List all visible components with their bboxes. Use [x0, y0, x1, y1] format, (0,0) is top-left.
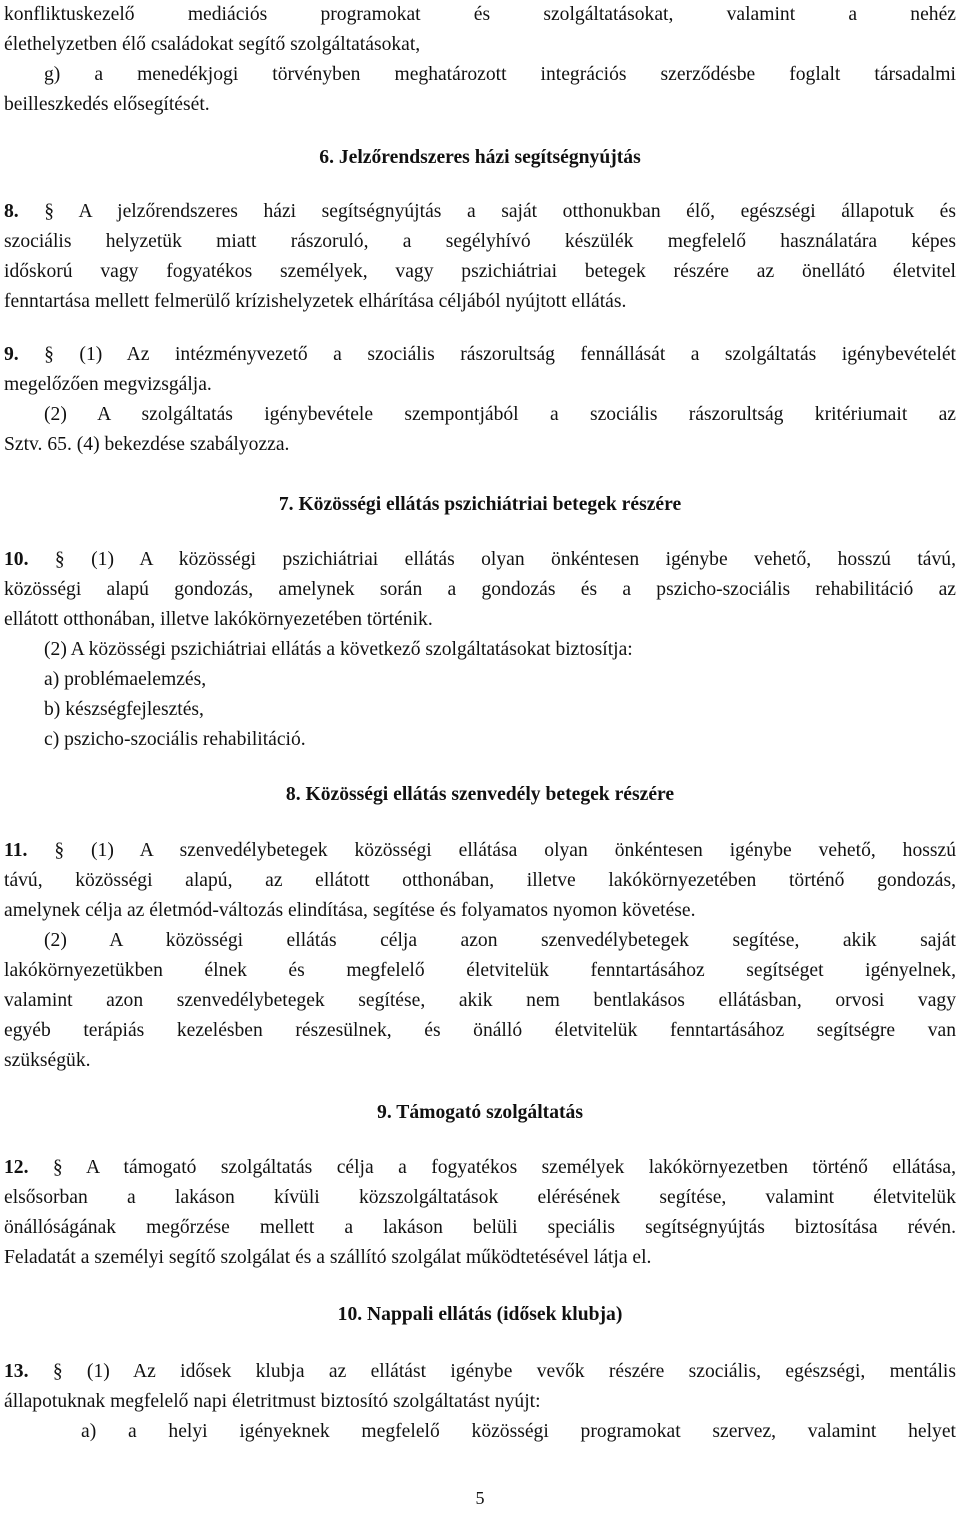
text-line: egyéb terápiás kezelésben részesülnek, és önálló életvitelük fenntartásához segítségre van: [4, 1020, 956, 1041]
text-line: távú, közösségi alapú, az ellátott otthonában, illetve lakókörnyezetében történő gondozás,: [4, 870, 956, 891]
text-line: (2) A közösségi pszichiátriai ellátás a következő szolgáltatásokat biztosítja:: [44, 639, 633, 660]
paragraph-number: 13.: [4, 1361, 29, 1382]
text-line: időskorú vagy fogyatékos személyek, vagy pszichiátriai betegek részére az önellátó életvitel: [4, 261, 956, 282]
text-line: Feladatát a személyi segítő szolgálat és a szállító szolgálat működtetésével látja el.: [4, 1247, 652, 1268]
list-item: b) készségfejlesztés,: [44, 699, 204, 720]
text-line: elsősorban a lakáson kívüli közszolgáltatások elérésének segítése, valamint életvitelük: [4, 1187, 956, 1208]
text-line: (2) A közösségi ellátás célja azon szenvedélybetegek segítése, akik saját: [44, 930, 956, 951]
text-line: beilleszkedés elősegítését.: [4, 94, 210, 115]
text-line: közösségi alapú gondozás, amelynek során a gondozás és a pszicho-szociális rehabilitáció az: [4, 579, 956, 600]
text-line: konfliktuskezelő mediációs programokat és szolgáltatásokat, valamint a nehéz: [4, 4, 956, 25]
section-sign-icon: §: [52, 1361, 63, 1382]
section-sign-icon: §: [44, 344, 54, 365]
paragraph-number: 9.: [4, 344, 19, 365]
list-item: a) a helyi igényeknek megfelelő közösségi programokat szervez, valamint helyet: [81, 1421, 956, 1442]
paragraph-9-line: 9. § (1) Az intézményvezető a szociális rászorultság fennállását a szolgáltatás igénybevételét: [4, 344, 956, 365]
paragraph-11-line: 11. § (1) A szenvedélybetegek közösségi ellátása olyan önkéntesen igénybe vehető, hosszú: [4, 840, 956, 861]
section-sign-icon: §: [44, 201, 55, 222]
text-line: (2) A szolgáltatás igénybevétele szempontjából a szociális rászorultság kritériumait az: [44, 404, 956, 425]
section-heading-7: 7. Közösségi ellátás pszichiátriai betegek részére: [278, 494, 682, 515]
text-line: állapotuknak megfelelő napi életritmust biztosító szolgáltatást nyújt:: [4, 1391, 541, 1412]
section-heading-10: 10. Nappali ellátás (idősek klubja): [337, 1304, 623, 1325]
text-line: szükségük.: [4, 1050, 91, 1071]
page-number: 5: [475, 1488, 485, 1508]
paragraph-8-line: 8. § A jelzőrendszeres házi segítségnyújtás a saját otthonukban élő, egészségi állapotuk és: [4, 201, 956, 222]
list-item: c) pszicho-szociális rehabilitáció.: [44, 729, 306, 750]
text-line: valamint azon szenvedélybetegek segítése, akik nem bentlakásos ellátásban, orvosi vagy: [4, 990, 956, 1011]
paragraph-number: 12.: [4, 1157, 29, 1178]
section-heading-9: 9. Támogató szolgáltatás: [377, 1102, 583, 1123]
text-line: amelynek célja az életmód-változás elindítása, segítése és folyamatos nyomon követése.: [4, 900, 696, 921]
section-heading-6: 6. Jelzőrendszeres házi segítségnyújtás: [319, 147, 641, 168]
text-line: lakókörnyezetükben élnek és megfelelő életvitelük fenntartásához segítséget igényelnek,: [4, 960, 956, 981]
section-sign-icon: §: [52, 1157, 63, 1178]
text-line: g) a menedékjogi törvényben meghatározott integrációs szerződésbe foglalt társadalmi: [44, 64, 956, 85]
section-heading-8: 8. Közösségi ellátás szenvedély betegek részére: [285, 784, 675, 805]
text-line: megelőzően megvizsgálja.: [4, 374, 212, 395]
paragraph-10-line: 10. § (1) A közösségi pszichiátriai ellátás olyan önkéntesen igénybe vehető, hosszú távú,: [4, 549, 956, 570]
paragraph-number: 8.: [4, 201, 19, 222]
paragraph-12-line: 12. § A támogató szolgáltatás célja a fogyatékos személyek lakókörnyezetben történő ellátása,: [4, 1157, 956, 1178]
text-line: élethelyzetben élő családokat segítő szolgáltatásokat,: [4, 34, 421, 55]
list-item: a) problémaelemzés,: [44, 669, 207, 690]
text-line: szociális helyzetük miatt rászoruló, a segélyhívó készülék megfelelő használatára képes: [4, 231, 956, 252]
section-sign-icon: §: [54, 549, 65, 570]
paragraph-number: 10.: [4, 549, 29, 570]
section-sign-icon: §: [54, 840, 65, 861]
paragraph-number: 11.: [4, 840, 28, 861]
text-line: önállóságának megőrzése mellett a lakáson belüli speciális segítségnyújtás biztosítása révén.: [4, 1217, 956, 1238]
text-line: Sztv. 65. (4) bekezdése szabályozza.: [4, 434, 290, 455]
text-line: fenntartása mellett felmerülő krízishelyzetek elhárítása céljából nyújtott ellátás.: [4, 291, 627, 312]
text-line: ellátott otthonában, illetve lakókörnyezetében történik.: [4, 609, 433, 630]
paragraph-13-line: 13. § (1) Az idősek klubja az ellátást igénybe vevők részére szociális, egészségi, mentális: [4, 1361, 956, 1382]
